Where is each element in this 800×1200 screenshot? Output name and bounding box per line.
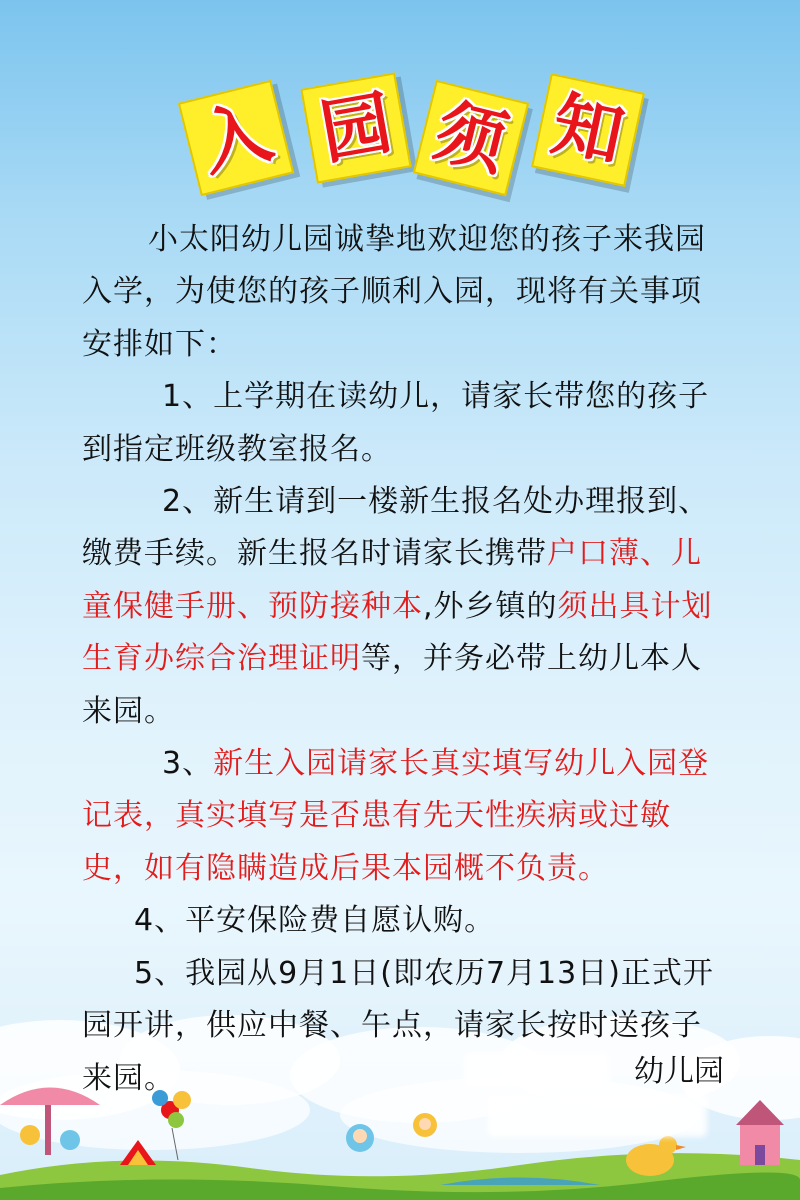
item-2-required-docs: 户口薄、儿童保健手册、预防接种本 [82, 536, 702, 624]
item-3 [82, 738, 722, 895]
item-1: 1、上学期在读幼儿，请家长带您的孩子到指定班级教室报名。 [82, 379, 710, 467]
intro-paragraph: 小太阳幼儿园诚挚地欢迎您的孩子来我园入学，为使您的孩子顺利入园，现将有关事项安排如下： [82, 222, 706, 362]
signature-org-name: 幼儿园 [634, 1054, 724, 1089]
item-3-number: 3、 [162, 746, 214, 782]
title-char-2: 园 [314, 81, 398, 175]
redacted-org-prefix [464, 1052, 610, 1086]
item-2-text-c: 等，并务必带上幼儿本人来园。 [82, 641, 702, 729]
notice-body [82, 214, 722, 1105]
title-char-1: 入 [192, 89, 280, 187]
item-3-warning: 新生入园请家长真实填写幼儿入园登记表，真实填写是否患有先天性疾病或过敏史，如有隐瞒造成后果本园概不负责。 [82, 746, 710, 886]
item-2-certificate: 须出具计划生育办综合治理证明 [82, 588, 713, 677]
redacted-date [487, 1095, 707, 1137]
title-tile-4 [531, 73, 645, 187]
item-2-text-b: ,外乡镇的 [423, 588, 558, 624]
title-char-4: 知 [545, 82, 631, 178]
item-5: 5、我园从9月1日(即农历7月13日)正式开园开讲，供应中餐、午点，请家长按时送孩子来园。 [82, 955, 714, 1096]
item-2 [82, 476, 722, 738]
item-2-text-a: 2、新生请到一楼新生报名处办理报到、缴费手续。新生报名时请家长携带 [82, 484, 710, 572]
title-tile-3 [413, 80, 529, 196]
title-char-3: 须 [427, 89, 515, 187]
title-tile-1 [178, 80, 294, 196]
item-4: 4、平安保险费自愿认购。 [134, 903, 496, 939]
notice-title [168, 78, 638, 188]
title-tile-2 [300, 72, 411, 183]
